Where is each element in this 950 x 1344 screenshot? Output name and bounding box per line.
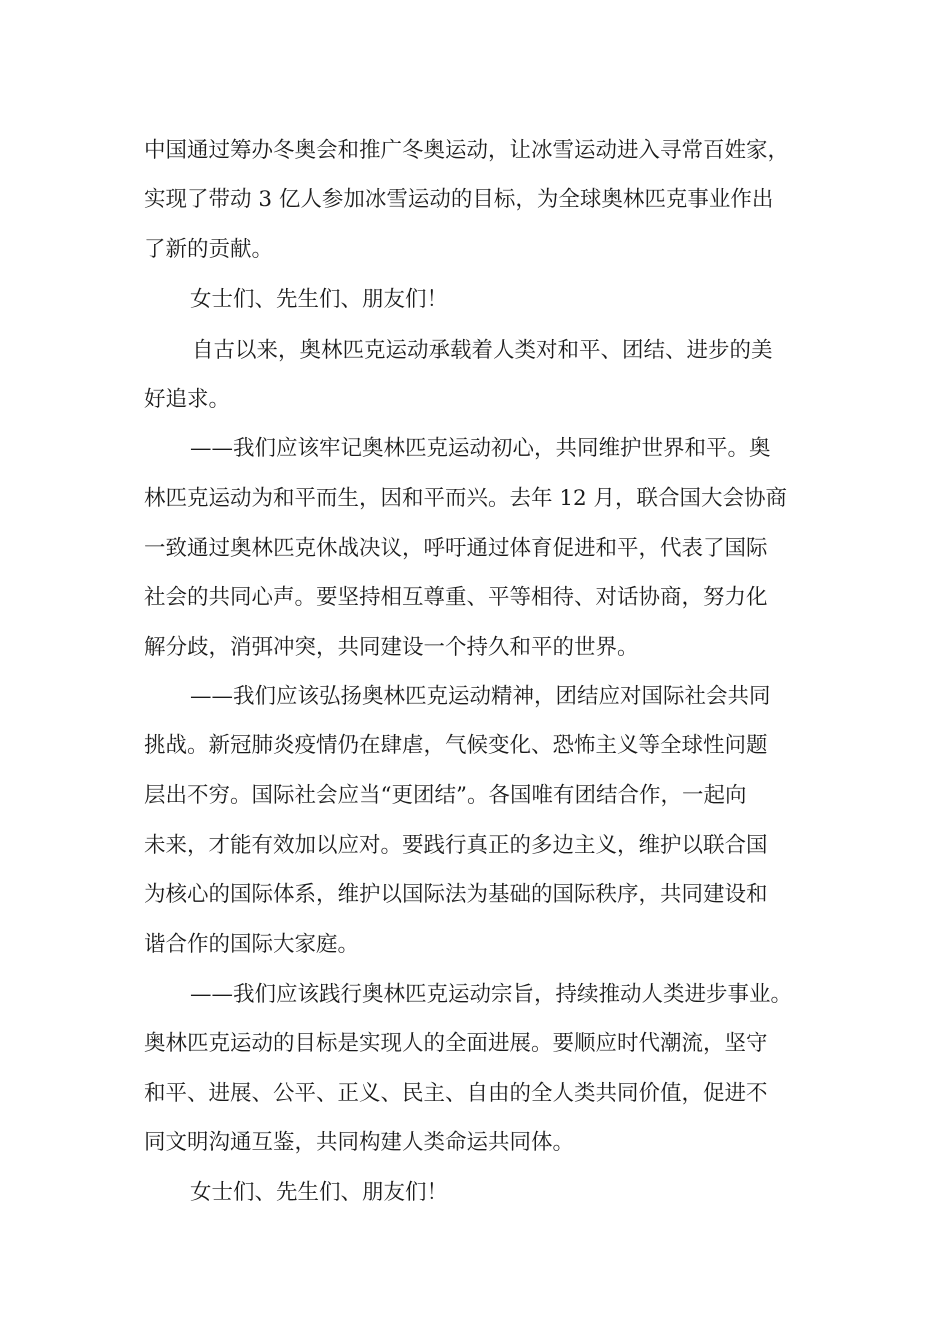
paragraph-4-line-5: 解分歧，消弭冲突，共同建设一个持久和平的世界。 xyxy=(144,635,639,660)
paragraph-1-line-2: 实现了带动 3 亿人参加冰雪运动的目标，为全球奥林匹克事业作出 xyxy=(144,187,774,212)
paragraph-5-line-6: 谐合作的国际大家庭。 xyxy=(144,932,360,957)
paragraph-1-line-3: 了新的贡献。 xyxy=(144,237,274,262)
paragraph-3-line-1: 自古以来，奥林匹克运动承载着人类对和平、团结、进步的美 xyxy=(192,338,773,363)
paragraph-6-line-2: 奥林匹克运动的目标是实现人的全面进展。要顺应时代潮流，坚守 xyxy=(144,1031,768,1056)
paragraph-6-line-1: ——我们应该践行奥林匹克运动宗旨，持续推动人类进步事业。 xyxy=(190,982,793,1007)
paragraph-4-line-4: 社会的共同心声。要坚持相互尊重、平等相待、对话协商，努力化 xyxy=(144,585,768,610)
paragraph-4-line-2: 林匹克运动为和平而生，因和平而兴。去年 12 月，联合国大会协商 xyxy=(144,486,788,511)
paragraph-3-line-2: 好追求。 xyxy=(144,387,231,412)
paragraph-6-line-4: 同文明沟通互鉴，共同构建人类命运共同体。 xyxy=(144,1130,575,1155)
salutation-2: 女士们、先生们、朋友们！ xyxy=(190,1180,449,1205)
paragraph-5-line-3: 层出不穷。国际社会应当“更团结”。各国唯有团结合作，一起向 xyxy=(144,783,747,808)
paragraph-6-line-3: 和平、进展、公平、正义、民主、自由的全人类共同价值，促进不 xyxy=(144,1081,768,1106)
paragraph-1-line-1: 中国通过筹办冬奥会和推广冬奥运动，让冰雪运动进入寻常百姓家， xyxy=(144,138,790,163)
paragraph-4-line-1: ——我们应该牢记奥林匹克运动初心，共同维护世界和平。奥 xyxy=(190,436,771,461)
salutation-1: 女士们、先生们、朋友们！ xyxy=(190,287,449,312)
paragraph-5-line-1: ——我们应该弘扬奥林匹克运动精神，团结应对国际社会共同 xyxy=(190,684,771,709)
paragraph-5-line-5: 为核心的国际体系，维护以国际法为基础的国际秩序，共同建设和 xyxy=(144,882,768,907)
paragraph-4-line-3: 一致通过奥林匹克休战决议，呼吁通过体育促进和平，代表了国际 xyxy=(144,536,768,561)
paragraph-5-line-2: 挑战。新冠肺炎疫情仍在肆虐，气候变化、恐怖主义等全球性问题 xyxy=(144,733,768,758)
paragraph-5-line-4: 未来，才能有效加以应对。要践行真正的多边主义，维护以联合国 xyxy=(144,833,768,858)
